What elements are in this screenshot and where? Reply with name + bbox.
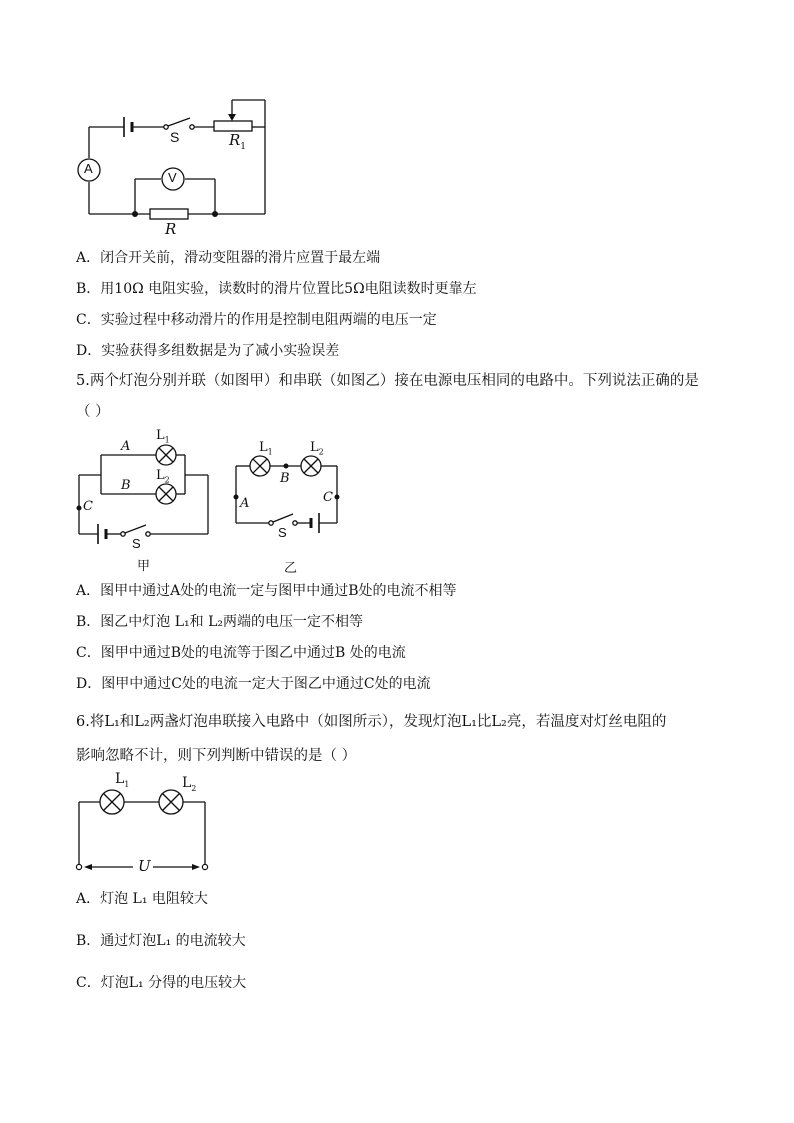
jia-l1-letter: L: [156, 428, 165, 443]
jia-label-c: C: [83, 499, 93, 514]
yi-l1-letter: L: [259, 440, 268, 455]
q6-l1-letter: L: [115, 771, 125, 787]
yi-l2-sub: 2: [318, 447, 324, 457]
q6-label-l1: [115, 771, 129, 789]
switch-label: S: [170, 129, 180, 145]
q4-option-b: B．用10Ω 电阻实验，读数时的滑片位置比5Ω电阻读数时更靠左: [76, 281, 477, 297]
q6-stem-line1: 6.将L₁和L₂两盏灯泡串联接入电路中（如图所示），发现灯泡L₁比L₂亮，若温度对灯丝电阻的: [76, 714, 667, 730]
jia-l2-letter: L: [156, 468, 165, 483]
q4-option-c: C．实验过程中移动滑片的作用是控制电阻两端的电压一定: [76, 312, 437, 328]
q5-option-c: C．图甲中通过B处的电流等于图乙中通过B 处的电流: [76, 645, 406, 661]
q6-option-c: C．灯泡L₁ 分得的电压较大: [76, 975, 247, 991]
yi-label-s: S: [278, 525, 287, 540]
jia-l2-sub: 2: [164, 475, 170, 485]
yi-caption: 乙: [284, 561, 298, 576]
q6-l1-sub: 1: [124, 779, 130, 789]
jia-label-s: S: [132, 536, 141, 551]
q6-l2-letter: L: [182, 775, 192, 791]
jia-label-b: B: [121, 478, 131, 493]
resistor-label: R: [165, 220, 177, 238]
q5-stem-line2: （ ）: [76, 404, 110, 420]
jia-l1-sub: 1: [164, 435, 170, 445]
yi-l2-letter: L: [310, 440, 319, 455]
rheostat-subscript: 1: [240, 142, 247, 152]
q5-option-d: D．图甲中通过C处的电流一定大于图乙中通过C处的电流: [76, 676, 431, 692]
yi-label-c: C: [323, 490, 333, 505]
q6-option-a: A．灯泡 L₁ 电阻较大: [76, 891, 208, 907]
yi-label-a: A: [240, 496, 250, 511]
rheostat-letter: R: [229, 131, 241, 149]
q6-stem-line2: 影响忽略不计，则下列判断中错误的是（ ）: [76, 748, 357, 764]
ammeter-label: A: [84, 161, 93, 176]
q6-l2-sub: 2: [191, 783, 197, 793]
q5-option-b: B．图乙中灯泡 L₁和 L₂两端的电压一定不相等: [76, 614, 364, 630]
q6-label-u: U: [138, 857, 151, 875]
q5-stem-line1: 5.两个灯泡分别并联（如图甲）和串联（如图乙）接在电源电压相同的电路中。下列说法正确的是: [76, 373, 699, 389]
jia-caption: 甲: [137, 559, 151, 574]
jia-label-a: A: [121, 439, 131, 454]
q4-option-a: A．闭合开关前，滑动变阻器的滑片应置于最左端: [76, 250, 381, 266]
q5-option-a: A．图甲中通过A处的电流一定与图甲中通过B处的电流不相等: [76, 583, 457, 599]
q6-option-b: B．通过灯泡L₁ 的电流较大: [76, 933, 246, 949]
yi-l1-sub: 1: [267, 447, 273, 457]
voltmeter-label: V: [168, 170, 177, 185]
q4-option-d: D．实验获得多组数据是为了减小实验误差: [76, 343, 340, 359]
q6-label-l2: [182, 775, 196, 793]
yi-label-b: B: [280, 471, 290, 486]
